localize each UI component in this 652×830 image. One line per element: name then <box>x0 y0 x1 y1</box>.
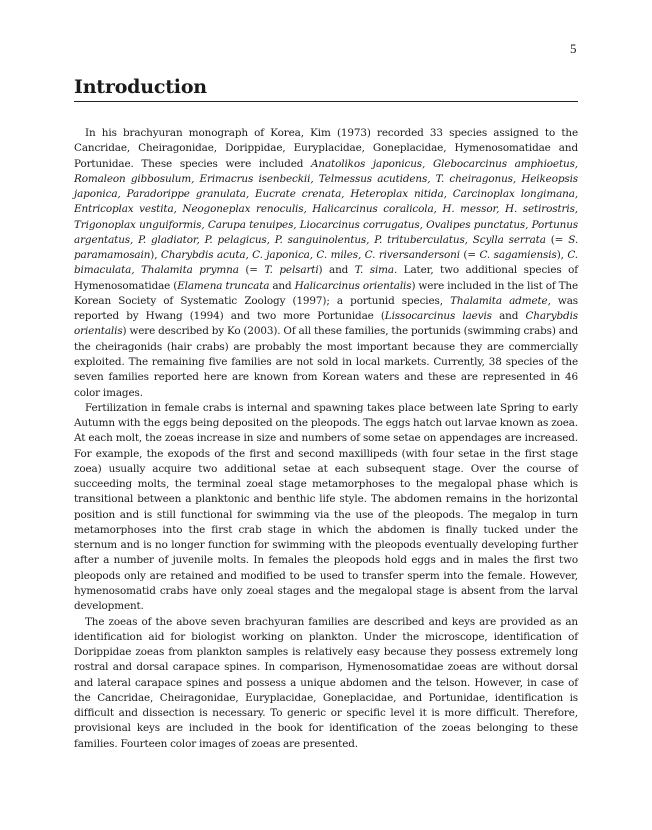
italic-run: T. pelsarti <box>264 264 319 277</box>
text-run: ) and <box>318 264 355 277</box>
text-run: ) were included in the list of The Korean Society of Systematic Zoology (1997); a portunid species, <box>74 279 578 307</box>
text-run: and <box>269 279 295 292</box>
italic-run: Thalamita admete <box>450 294 548 307</box>
italic-run: S. paramamosain <box>74 233 578 262</box>
text-run: (= <box>459 249 480 262</box>
paragraph-3 <box>74 615 578 752</box>
body-text <box>74 126 578 752</box>
text-run: ), <box>150 249 161 262</box>
italic-run: C. bimaculata, Thalamita prymna <box>74 249 578 277</box>
text-run: ), <box>556 249 568 262</box>
text-run: (= <box>545 233 569 246</box>
heading-rule <box>74 101 578 102</box>
italic-run: Charybdis orientalis <box>74 310 579 338</box>
italic-run: Elamena truncata <box>177 279 270 292</box>
text-run: . Later, two additional species of Hymenosomatidae ( <box>74 264 578 292</box>
italic-run: Charybdis acuta, C. japonica, C. miles, C. riversandersoni <box>160 249 460 262</box>
text-run: (= <box>238 264 265 277</box>
paragraph-1 <box>74 126 578 401</box>
text-run: Fertilization in female crabs is internal and spawning takes place between late Spring to early Autumn with the eggs being deposited on the pleopods. The eggs hatch out larvae known as zoea. At each molt, the zoeas increase in size and numbers of some setae on appendages are increased. For example, the exopods of the first and second maxillipeds (with four setae in the first stage zoea) usually acquire two additional setae at each subsequent stage. Over the course of succeeding molts, the terminal zoeal stage metamorphoses to the megalopal phase which is transitional between a planktonic and benthic life style. The abdomen remains in the horizontal position and is still functional for swimming via the use of the pleopods. The megalop in turn metamorphoses into the first crab stage in which the abdomen is finally tucked under the sternum and is no longer function for swimming with the pleopods eventually developing further after a number of juvenile molts. In females the pleopods hold eggs and in males the first two pleopods only are retained and modified to be used to transfer sperm into the female. However, hymenosomatid crabs have only zoeal stages and the megalopal stage is absent from the larval development. <box>74 401 578 613</box>
page-number: 5 <box>570 41 577 56</box>
text-run: The zoeas of the above seven brachyuran families are described and keys are provided as an identification aid for biologist working on plankton. Under the microscope, identification of Dorippidae zoeas from plankton samples is relatively easy because they possess extremely long rostral and dorsal carapace spines. In comparison, Hymenosomatidae zoeas are without dorsal and lateral carapace spines and possess a unique abdomen and the telson. However, in case of the Cancridae, Cheiragonidae, Euryplacidae, Goneplacidae, and Portunidae, identification is difficult and dissection is necessary. To generic or specific level it is more difficult. Therefore, provisional keys are included in the book for identification of the zoeas belonging to these families. Fourteen color images of zoeas are presented. <box>74 615 578 750</box>
section-heading: Introduction <box>74 76 207 98</box>
italic-run: Lissocarcinus laevis <box>384 310 492 323</box>
text-run: In his brachyuran monograph of Korea, Kim (1973) recorded 33 species assigned to the Cancridae, Cheiragonidae, Dorippidae, Euryplacidae, Goneplacidae, Hymenosomatidae and Portunidae. These species were included <box>74 127 578 170</box>
italic-run: C. sagamiensis <box>479 249 557 262</box>
italic-run: Halicarcinus orientalis <box>294 279 412 292</box>
italic-run: Anatolikos japonicus, Glebocarcinus amphioetus, Romaleon gibbosulum, Erimacrus isenbeckii, Telmessus acutidens, T. cheiragonus, Heikeopsis japonica, Paradorippe granulata, Eucrate crenata, Heteroplax nitida, Carcinoplax longimana, Entricoplax vestita, Neogoneplax renoculis, Halicarcinus coralicola, H. messor, H. setirostris, Trigonoplax unguiformis, Carupa tenuipes, Liocarcinus corrugatus, Ovalipes punctatus, Portunus argentatus, P. gladiator, P. pelagicus, P. sanguinolentus, P. trituberculatus, Scylla serrata <box>74 157 578 246</box>
italic-run: T. sima <box>354 264 394 277</box>
text-run: ) were described by Ko (2003). Of all these families, the portunids (swimming crabs) and the cheiragonids (hair crabs) are probably the most important because they are commercially exploited. The remaining five families are not sold in local markets. Currently, 38 species of the seven families reported here are known from Korean waters and these are represented in 46 color images. <box>74 325 578 399</box>
text-run: and <box>491 310 526 323</box>
text-run: , was reported by Hwang (1994) and two more Portunidae ( <box>74 294 578 323</box>
paragraph-2 <box>74 401 578 615</box>
